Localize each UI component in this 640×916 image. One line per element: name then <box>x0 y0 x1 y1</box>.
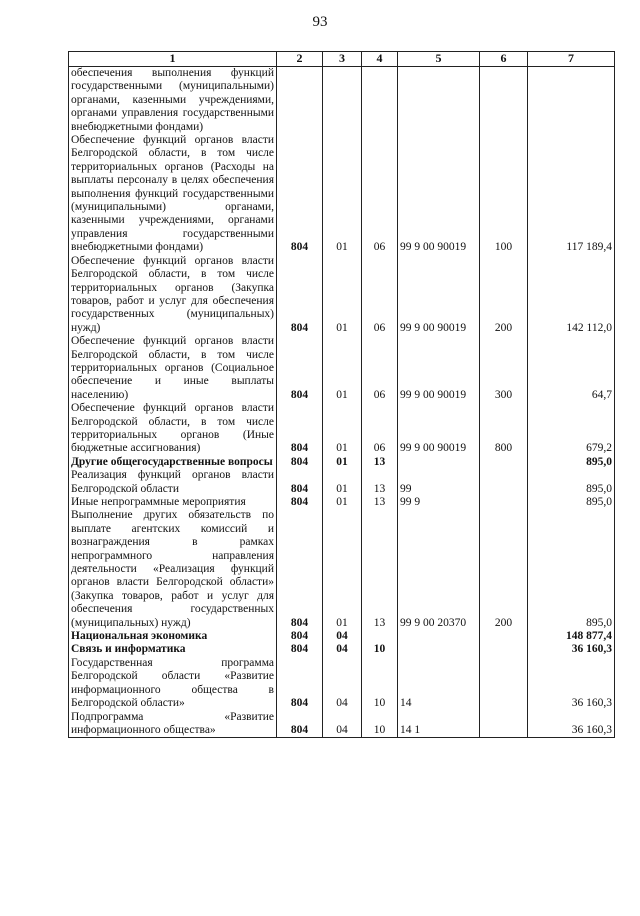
row-vr <box>480 469 528 496</box>
table-row <box>69 711 615 738</box>
row-vr <box>480 711 528 738</box>
row-gr <box>277 67 323 135</box>
row-name: Государственная программа Белгородской области «Развитие информационного общества в Белгородской области» <box>69 657 277 711</box>
row-gr: 804 <box>277 496 323 509</box>
row-vr: 200 <box>480 509 528 630</box>
row-name: Подпрограмма «Развитие информационного общества» <box>69 711 277 738</box>
row-sum: 36 160,3 <box>528 711 615 738</box>
table-row <box>69 657 615 711</box>
row-sum: 148 877,4 <box>528 630 615 643</box>
row-pr: 13 <box>362 456 398 469</box>
row-pr: 13 <box>362 469 398 496</box>
row-sum: 679,2 <box>528 402 615 456</box>
row-sum: 895,0 <box>528 496 615 509</box>
row-pr: 10 <box>362 711 398 738</box>
row-sum: 895,0 <box>528 469 615 496</box>
row-name: Реализация функций органов власти Белгородской области <box>69 469 277 496</box>
row-vr <box>480 630 528 643</box>
row-pr <box>362 67 398 135</box>
row-vr <box>480 67 528 135</box>
col-header-vr: 6 <box>480 52 528 67</box>
row-name: Национальная экономика <box>69 630 277 643</box>
row-gr: 804 <box>277 255 323 335</box>
row-pr: 06 <box>362 335 398 402</box>
row-name: Обеспечение функций органов власти Белгородской области, в том числе территориальных органов (Закупка товаров, работ и услуг для обеспечения государственных (муниципальных) нужд) <box>69 255 277 335</box>
row-name: Связь и информатика <box>69 643 277 656</box>
table-row <box>69 134 615 255</box>
table-row <box>69 67 615 135</box>
row-sum: 142 112,0 <box>528 255 615 335</box>
table-row <box>69 402 615 456</box>
row-pr: 06 <box>362 255 398 335</box>
row-rz: 01 <box>323 496 362 509</box>
row-rz: 01 <box>323 509 362 630</box>
table-row <box>69 630 615 643</box>
row-sum: 36 160,3 <box>528 657 615 711</box>
row-pr: 06 <box>362 402 398 456</box>
row-gr: 804 <box>277 643 323 656</box>
row-gr: 804 <box>277 134 323 255</box>
row-rz: 04 <box>323 630 362 643</box>
row-sum: 895,0 <box>528 456 615 469</box>
row-vr: 800 <box>480 402 528 456</box>
row-rz: 01 <box>323 255 362 335</box>
row-pr: 06 <box>362 134 398 255</box>
row-gr: 804 <box>277 402 323 456</box>
col-header-rz: 3 <box>323 52 362 67</box>
row-rz: 01 <box>323 402 362 456</box>
row-cs: 99 <box>398 469 480 496</box>
row-vr <box>480 643 528 656</box>
row-gr: 804 <box>277 711 323 738</box>
table-row <box>69 456 615 469</box>
row-sum: 117 189,4 <box>528 134 615 255</box>
row-rz: 04 <box>323 711 362 738</box>
table-row <box>69 255 615 335</box>
row-pr: 10 <box>362 657 398 711</box>
row-name: Обеспечение функций органов власти Белгородской области, в том числе территориальных органов (Иные бюджетные ассигнования) <box>69 402 277 456</box>
row-rz: 01 <box>323 469 362 496</box>
col-header-gr: 2 <box>277 52 323 67</box>
row-sum <box>528 67 615 135</box>
row-gr: 804 <box>277 657 323 711</box>
row-pr: 10 <box>362 643 398 656</box>
col-header-sum: 7 <box>528 52 615 67</box>
col-header-cs: 5 <box>398 52 480 67</box>
row-cs: 99 9 00 90019 <box>398 402 480 456</box>
row-cs <box>398 67 480 135</box>
row-pr: 13 <box>362 509 398 630</box>
col-header-name: 1 <box>69 52 277 67</box>
table-row <box>69 496 615 509</box>
row-cs <box>398 630 480 643</box>
row-rz: 01 <box>323 456 362 469</box>
row-cs: 99 9 00 90019 <box>398 255 480 335</box>
row-rz: 01 <box>323 335 362 402</box>
table-row <box>69 335 615 402</box>
row-sum: 36 160,3 <box>528 643 615 656</box>
table-row <box>69 509 615 630</box>
row-rz <box>323 67 362 135</box>
row-name: обеспечения выполнения функций государственными (муниципальными) органами, казенными учреждениями, органами управления государственными внебюджетными фондами) <box>69 67 277 135</box>
row-cs: 14 1 <box>398 711 480 738</box>
row-name: Обеспечение функций органов власти Белгородской области, в том числе территориальных органов (Расходы на выплаты персоналу в целях обеспечения выполнения функций государственными (муниципальными) органами, казенными учреждениями, органами управления государственными внебюджетными фондами) <box>69 134 277 255</box>
row-pr <box>362 630 398 643</box>
row-cs: 99 9 00 90019 <box>398 335 480 402</box>
table-row <box>69 469 615 496</box>
row-vr <box>480 456 528 469</box>
row-cs: 14 <box>398 657 480 711</box>
row-name: Другие общегосударственные вопросы <box>69 456 277 469</box>
row-cs: 99 9 00 20370 <box>398 509 480 630</box>
row-name: Иные непрограммные мероприятия <box>69 496 277 509</box>
row-cs: 99 9 00 90019 <box>398 134 480 255</box>
row-pr: 13 <box>362 496 398 509</box>
row-gr: 804 <box>277 456 323 469</box>
table-row <box>69 643 615 656</box>
row-cs: 99 9 <box>398 496 480 509</box>
row-rz: 04 <box>323 643 362 656</box>
page-number: 93 <box>312 14 328 30</box>
header-row <box>69 52 615 67</box>
row-gr: 804 <box>277 630 323 643</box>
row-vr: 300 <box>480 335 528 402</box>
row-name: Обеспечение функций органов власти Белгородской области, в том числе территориальных органов (Социальное обеспечение и иные выплаты населению) <box>69 335 277 402</box>
row-name: Выполнение других обязательств по выплате агентских комиссий и вознаграждения в рамках непрограммного направления деятельности «Реализация функций органов власти Белгородской области» (Закупка товаров, работ и услуг для обеспечения государственных (муниципальных) нужд) <box>69 509 277 630</box>
row-vr <box>480 657 528 711</box>
row-vr <box>480 496 528 509</box>
row-gr: 804 <box>277 335 323 402</box>
budget-table <box>68 51 615 738</box>
row-cs <box>398 456 480 469</box>
row-rz: 04 <box>323 657 362 711</box>
row-sum: 895,0 <box>528 509 615 630</box>
row-cs <box>398 643 480 656</box>
row-rz: 01 <box>323 134 362 255</box>
row-vr: 200 <box>480 255 528 335</box>
row-gr: 804 <box>277 509 323 630</box>
row-gr: 804 <box>277 469 323 496</box>
col-header-pr: 4 <box>362 52 398 67</box>
row-sum: 64,7 <box>528 335 615 402</box>
row-vr: 100 <box>480 134 528 255</box>
